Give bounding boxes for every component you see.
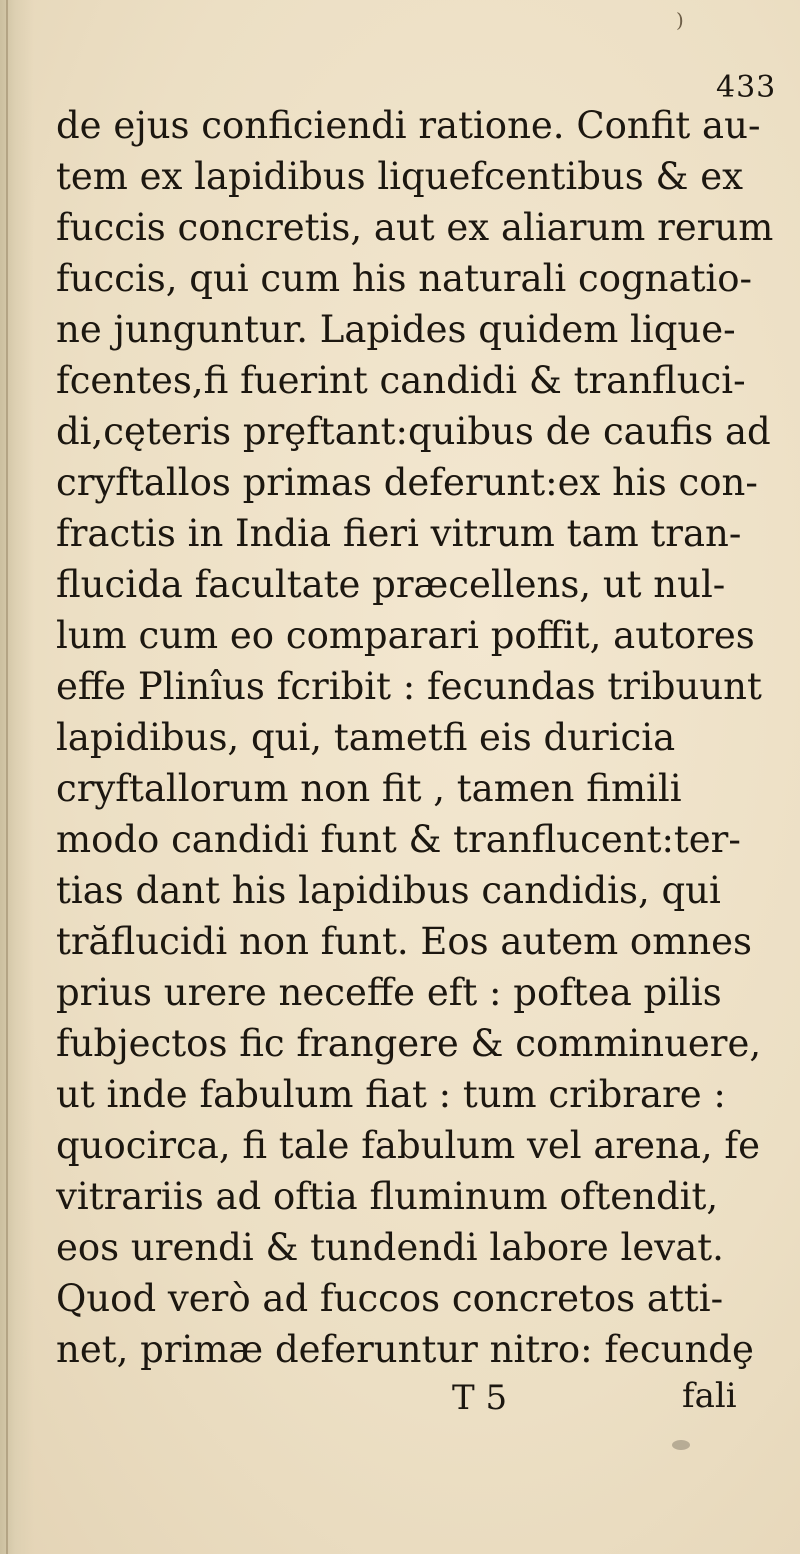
text-line: di,cęteris prȩftant:quibus de caufis ad [56,410,771,453]
corner-mark: ) [676,8,684,32]
text-line: ne junguntur. Lapides quidem lique- [56,308,736,351]
gutter-edge [6,0,8,1554]
text-line: lum cum eo comparari poffit, autores [56,614,755,657]
text-line: cryftallos primas deferunt:ex his con- [56,461,758,504]
text-line: fcentes,fi fuerint candidi & tranfluci- [56,359,746,402]
text-line: net, primæ deferuntur nitro: fecundȩ [56,1328,754,1371]
text-line: fuccis, qui cum his naturali cognatio- [56,257,753,300]
text-line: fractis in India fieri vitrum tam tran- [56,512,742,555]
ink-spot [672,1440,690,1450]
text-line: quocirca, fi tale fabulum vel arena, fe [56,1124,761,1167]
text-line: tem ex lapidibus liquefcentibus & ex [56,155,743,198]
signature-mark: T 5 [452,1378,508,1418]
text-line: eos urendi & tundendi labore levat. [56,1226,724,1269]
text-line: effe Plinîus fcribit : fecundas tribuunt [56,665,762,708]
text-line: ut inde fabulum fiat : tum cribrare : [56,1073,726,1116]
text-line: modo candidi funt & tranflucent:ter- [56,818,741,861]
text-line: fubjectos fic frangere & comminuere, [56,1022,762,1065]
body-text [56,100,776,1375]
text-line: flucida facultate præcellens, ut nul- [56,563,726,606]
text-line: cryftallorum non fit , tamen fimili [56,767,682,810]
text-line: trăflucidi non funt. Eos autem omnes [56,920,753,963]
text-line: tias dant his lapidibus candidis, qui [56,869,721,912]
text-line: lapidibus, qui, tametfi eis duricia [56,716,676,759]
text-line: de ejus conficiendi ratione. Confit au- [56,104,761,147]
catchword: fali [682,1376,737,1416]
page-number: 433 [716,70,777,105]
text-line: Quod verò ad fuccos concretos atti- [56,1277,724,1320]
text-line: vitrariis ad oftia fluminum oftendit, [56,1175,719,1218]
text-line: prius urere neceffe eft : poftea pilis [56,971,722,1014]
text-line: fuccis concretis, aut ex aliarum rerum [56,206,774,249]
